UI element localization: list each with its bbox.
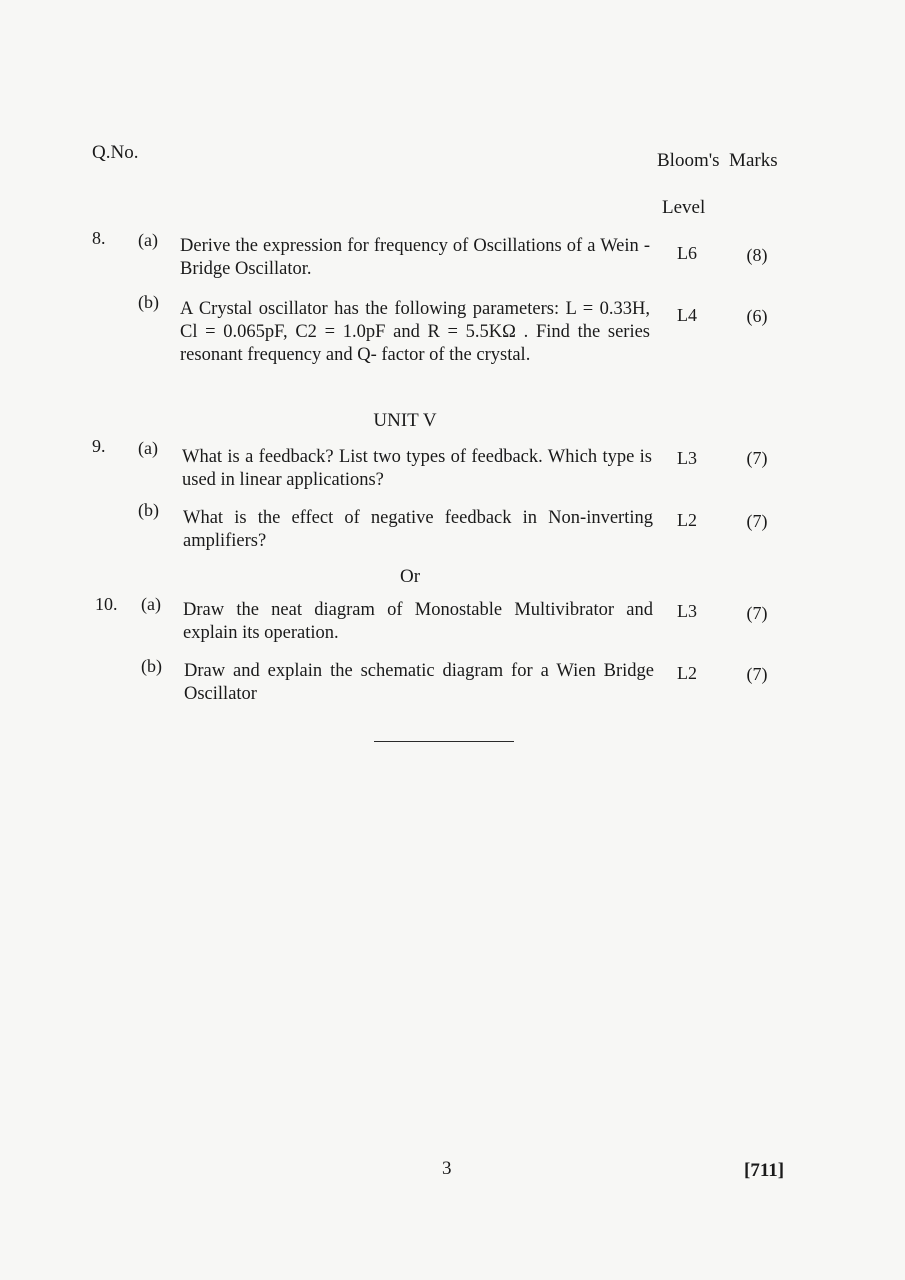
question-text: A Crystal oscillator has the following parameters: L = 0.33H, Cl = 0.065pF, C2 = 1.0pF and R = 5.5KΩ . Find the series resonant frequency and Q- factor of the crystal.	[180, 299, 650, 365]
bloom-level: L4	[677, 305, 697, 325]
end-rule	[374, 741, 514, 742]
bloom-level: L3	[677, 448, 697, 468]
marks: (7)	[746, 603, 768, 623]
part-label: (b)	[138, 292, 159, 312]
question-number: 10.	[95, 594, 118, 614]
marks: (6)	[746, 306, 768, 326]
bloom-level: L3	[677, 601, 697, 621]
part-label: (b)	[141, 656, 162, 676]
part-label: (a)	[141, 594, 161, 614]
part-label: (a)	[138, 438, 158, 458]
bloom-level: L6	[677, 243, 697, 263]
part-label: (b)	[138, 500, 159, 520]
marks: (7)	[746, 511, 768, 531]
question-text: Derive the expression for frequency of Oscillations of a Wein - Bridge Oscillator.	[180, 236, 650, 279]
question-text: Draw the neat diagram of Monostable Multivibrator and explain its operation.	[183, 600, 653, 643]
question-text: Draw and explain the schematic diagram for a Wien Bridge Oscillator	[184, 661, 654, 704]
question-text: What is a feedback? List two types of feedback. Which type is used in linear applications?	[182, 447, 652, 490]
level-header: Level	[662, 197, 706, 218]
marks: (8)	[746, 245, 768, 265]
question-number: 9.	[92, 436, 106, 456]
unit-heading: UNIT V	[373, 410, 437, 431]
qno-header: Q.No.	[92, 142, 139, 163]
marks: (7)	[746, 448, 768, 468]
part-label: (a)	[138, 230, 158, 250]
bloom-level: L2	[677, 510, 697, 530]
page-number: 3	[442, 1158, 452, 1179]
bloom-marks-header: Bloom's Marks	[657, 150, 778, 171]
marks: (7)	[746, 664, 768, 684]
question-number: 8.	[92, 228, 106, 248]
or-separator: Or	[399, 566, 421, 587]
paper-code: [711]	[744, 1160, 785, 1181]
question-text: What is the effect of negative feedback in Non-inverting amplifiers?	[183, 508, 653, 551]
bloom-level: L2	[677, 663, 697, 683]
